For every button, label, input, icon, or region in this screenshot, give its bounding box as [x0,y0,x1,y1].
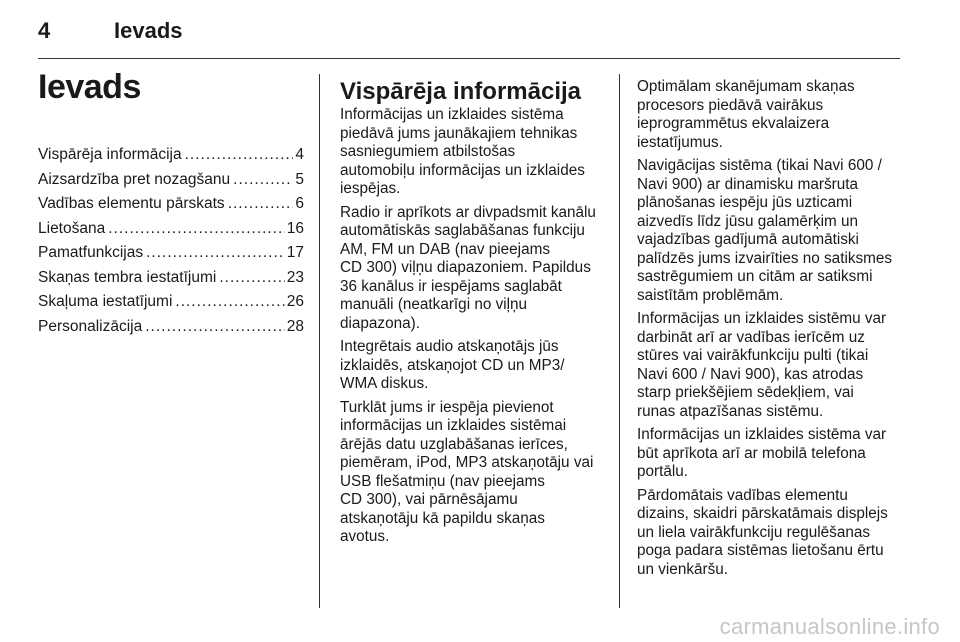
text-line: palīdzēs jums izvairīties no satiksmes [637,249,893,267]
text-line: AM, FM un DAB (nav pieejams [340,240,550,258]
text-line: atskaņotāju kā papildu skaņas [340,509,545,527]
middle-column-text [340,106,612,552]
text-line: USB flešatmiņu (nav pieejams [340,472,545,490]
text-line: Navigācijas sistēma (tikai Navi 600 / [637,157,882,174]
text-line: iestatījumus. [637,133,723,151]
toc-entry-label: Skaņas tembra iestatījumi [38,268,217,286]
toc-entry-label: Aizsardzība pret nozagšanu [38,170,231,188]
watermark: carmanualsonline.info [719,614,940,639]
text-line: portālu. [637,463,689,480]
text-line: plānošanas iespēju jūs uzticami [637,194,853,211]
text-line: iespējas. [340,180,401,197]
body-paragraph [340,399,612,547]
text-line: sasniegumiem atbilstošas [340,143,516,160]
text-line: aizvedīs līdz jūsu galamērķim un [637,212,859,230]
toc-leader-dots [145,318,285,336]
text-line: procesors piedāvā vairākus [637,96,824,114]
toc-entry-page: 17 [286,244,304,261]
right-column-text [637,78,907,584]
page-number: 4 [38,18,51,43]
body-paragraph [637,310,907,421]
text-line: Integrētais audio atskaņotājs jūs [340,338,559,355]
text-line: diapazona). [340,314,420,332]
column-divider [619,74,620,608]
toc-entry-page: 23 [286,268,304,286]
text-line: saistītām problēmām. [637,286,784,304]
toc-entry-label: Vadības elementu pārskats [38,195,225,212]
toc-entry-label: Lietošana [38,219,106,237]
text-line: ārējās datu uzglabāšanas ierīces, [340,435,568,453]
toc-leader-dots [233,171,293,189]
text-line: dizains, skaidri pārskatāmais displejs [637,505,888,522]
header-title: Ievads [114,18,183,43]
text-line: informācijas un izklaides sistēmai [340,417,567,434]
text-line: CD 300), vai pārnēsājamu [340,491,518,508]
page-header [38,14,900,50]
text-line: darbināt arī ar vadības ierīcēm uz [637,328,865,346]
toc-entry-volume-settings[interactable] [38,293,304,318]
text-line: un vienkāršu. [637,560,728,578]
text-line: CD 300) viļņu diapazoniem. Papildus [340,259,591,276]
text-line: vajadzības gadījumā automātiski [637,231,859,248]
text-line: Radio ir aprīkots ar divpadsmit kanālu [340,203,596,221]
body-paragraph [637,157,907,305]
text-line: runas atpazīšanas sistēmu. [637,402,824,420]
text-line: piemēram, iPod, MP3 atskaņotāju vai [340,454,594,471]
toc-entry-tone-settings[interactable] [38,269,304,294]
text-line: poga padara sistēmas lietošanu ērtu [637,542,884,559]
toc-entry-label: Pamatfunkcijas [38,244,144,261]
toc-entry-controls-overview[interactable] [38,195,304,220]
text-line: 36 kanālus ir iespējams saglabāt [340,277,562,295]
text-line: sastrēgumiem un citām ar satiksmi [637,268,873,285]
text-line: avotus. [340,528,390,545]
toc-leader-dots [228,195,294,213]
chapter-title: Ievads [38,68,141,106]
body-paragraph [637,426,907,482]
table-of-contents [38,146,304,342]
column-divider [319,74,320,608]
body-paragraph [637,78,907,152]
toc-entry-label: Personalizācija [38,317,143,335]
body-paragraph [340,106,612,199]
text-line: starp priekšējiem sēdekļiem, vai [637,384,854,401]
body-paragraph [637,487,907,580]
text-line: Informācijas un izklaides sistēma var [637,426,887,443]
text-line: automobiļu informācijas un izklaides [340,161,585,179]
text-line: Informācijas un izklaides sistēmu var [637,310,887,327]
toc-entry-usage[interactable] [38,220,304,245]
text-line: Informācijas un izklaides sistēma [340,106,564,123]
text-line: automātiskās saglabāšanas funkciju [340,222,585,239]
text-line: piedāvā jums jaunākajiem tehnikas [340,124,578,142]
text-line: WMA diskus. [340,375,429,392]
toc-entry-page: 26 [286,293,304,310]
text-line: Navi 900) ar dinamisku maršruta [637,175,859,193]
text-line: Pārdomātais vadības elementu [637,486,848,504]
toc-entry-basic-functions[interactable] [38,244,304,269]
section-heading: Vispārēja informācija [340,78,582,105]
toc-entry-personalization[interactable] [38,318,304,343]
toc-leader-dots [108,220,285,238]
toc-entry-label: Vispārēja informācija [38,146,182,163]
toc-entry-general-info[interactable] [38,146,304,171]
body-paragraph [340,204,612,334]
toc-leader-dots [185,146,294,164]
text-line: Turklāt jums ir iespēja pievienot [340,398,554,416]
toc-entry-page: 5 [295,170,304,188]
toc-entry-page: 6 [295,195,304,212]
toc-entry-theft-protection[interactable] [38,171,304,196]
toc-entry-page: 4 [295,146,304,163]
body-paragraph [340,338,612,394]
toc-entry-label: Skaļuma iestatījumi [38,293,173,310]
toc-leader-dots [146,244,285,262]
text-line: izklaidēs, atskaņojot CD un MP3/ [340,356,565,374]
toc-leader-dots [175,293,284,311]
text-line: un liela vairākfunkciju regulēšanas [637,523,870,541]
text-line: manuāli (neatkarīgi no viļņu [340,296,528,313]
text-line: stūres vai vairākfunkciju pulti (tikai [637,347,869,364]
header-rule [38,58,900,59]
text-line: ieprogrammētus ekvalaizera [637,115,830,132]
toc-entry-page: 28 [286,317,304,335]
toc-leader-dots [219,269,284,287]
text-line: Navi 600 / Navi 900), kas atrodas [637,365,864,383]
text-line: būt aprīkota arī ar mobilā telefona [637,444,866,462]
toc-entry-page: 16 [286,219,304,237]
text-line: Optimālam skanējumam skaņas [637,78,855,95]
